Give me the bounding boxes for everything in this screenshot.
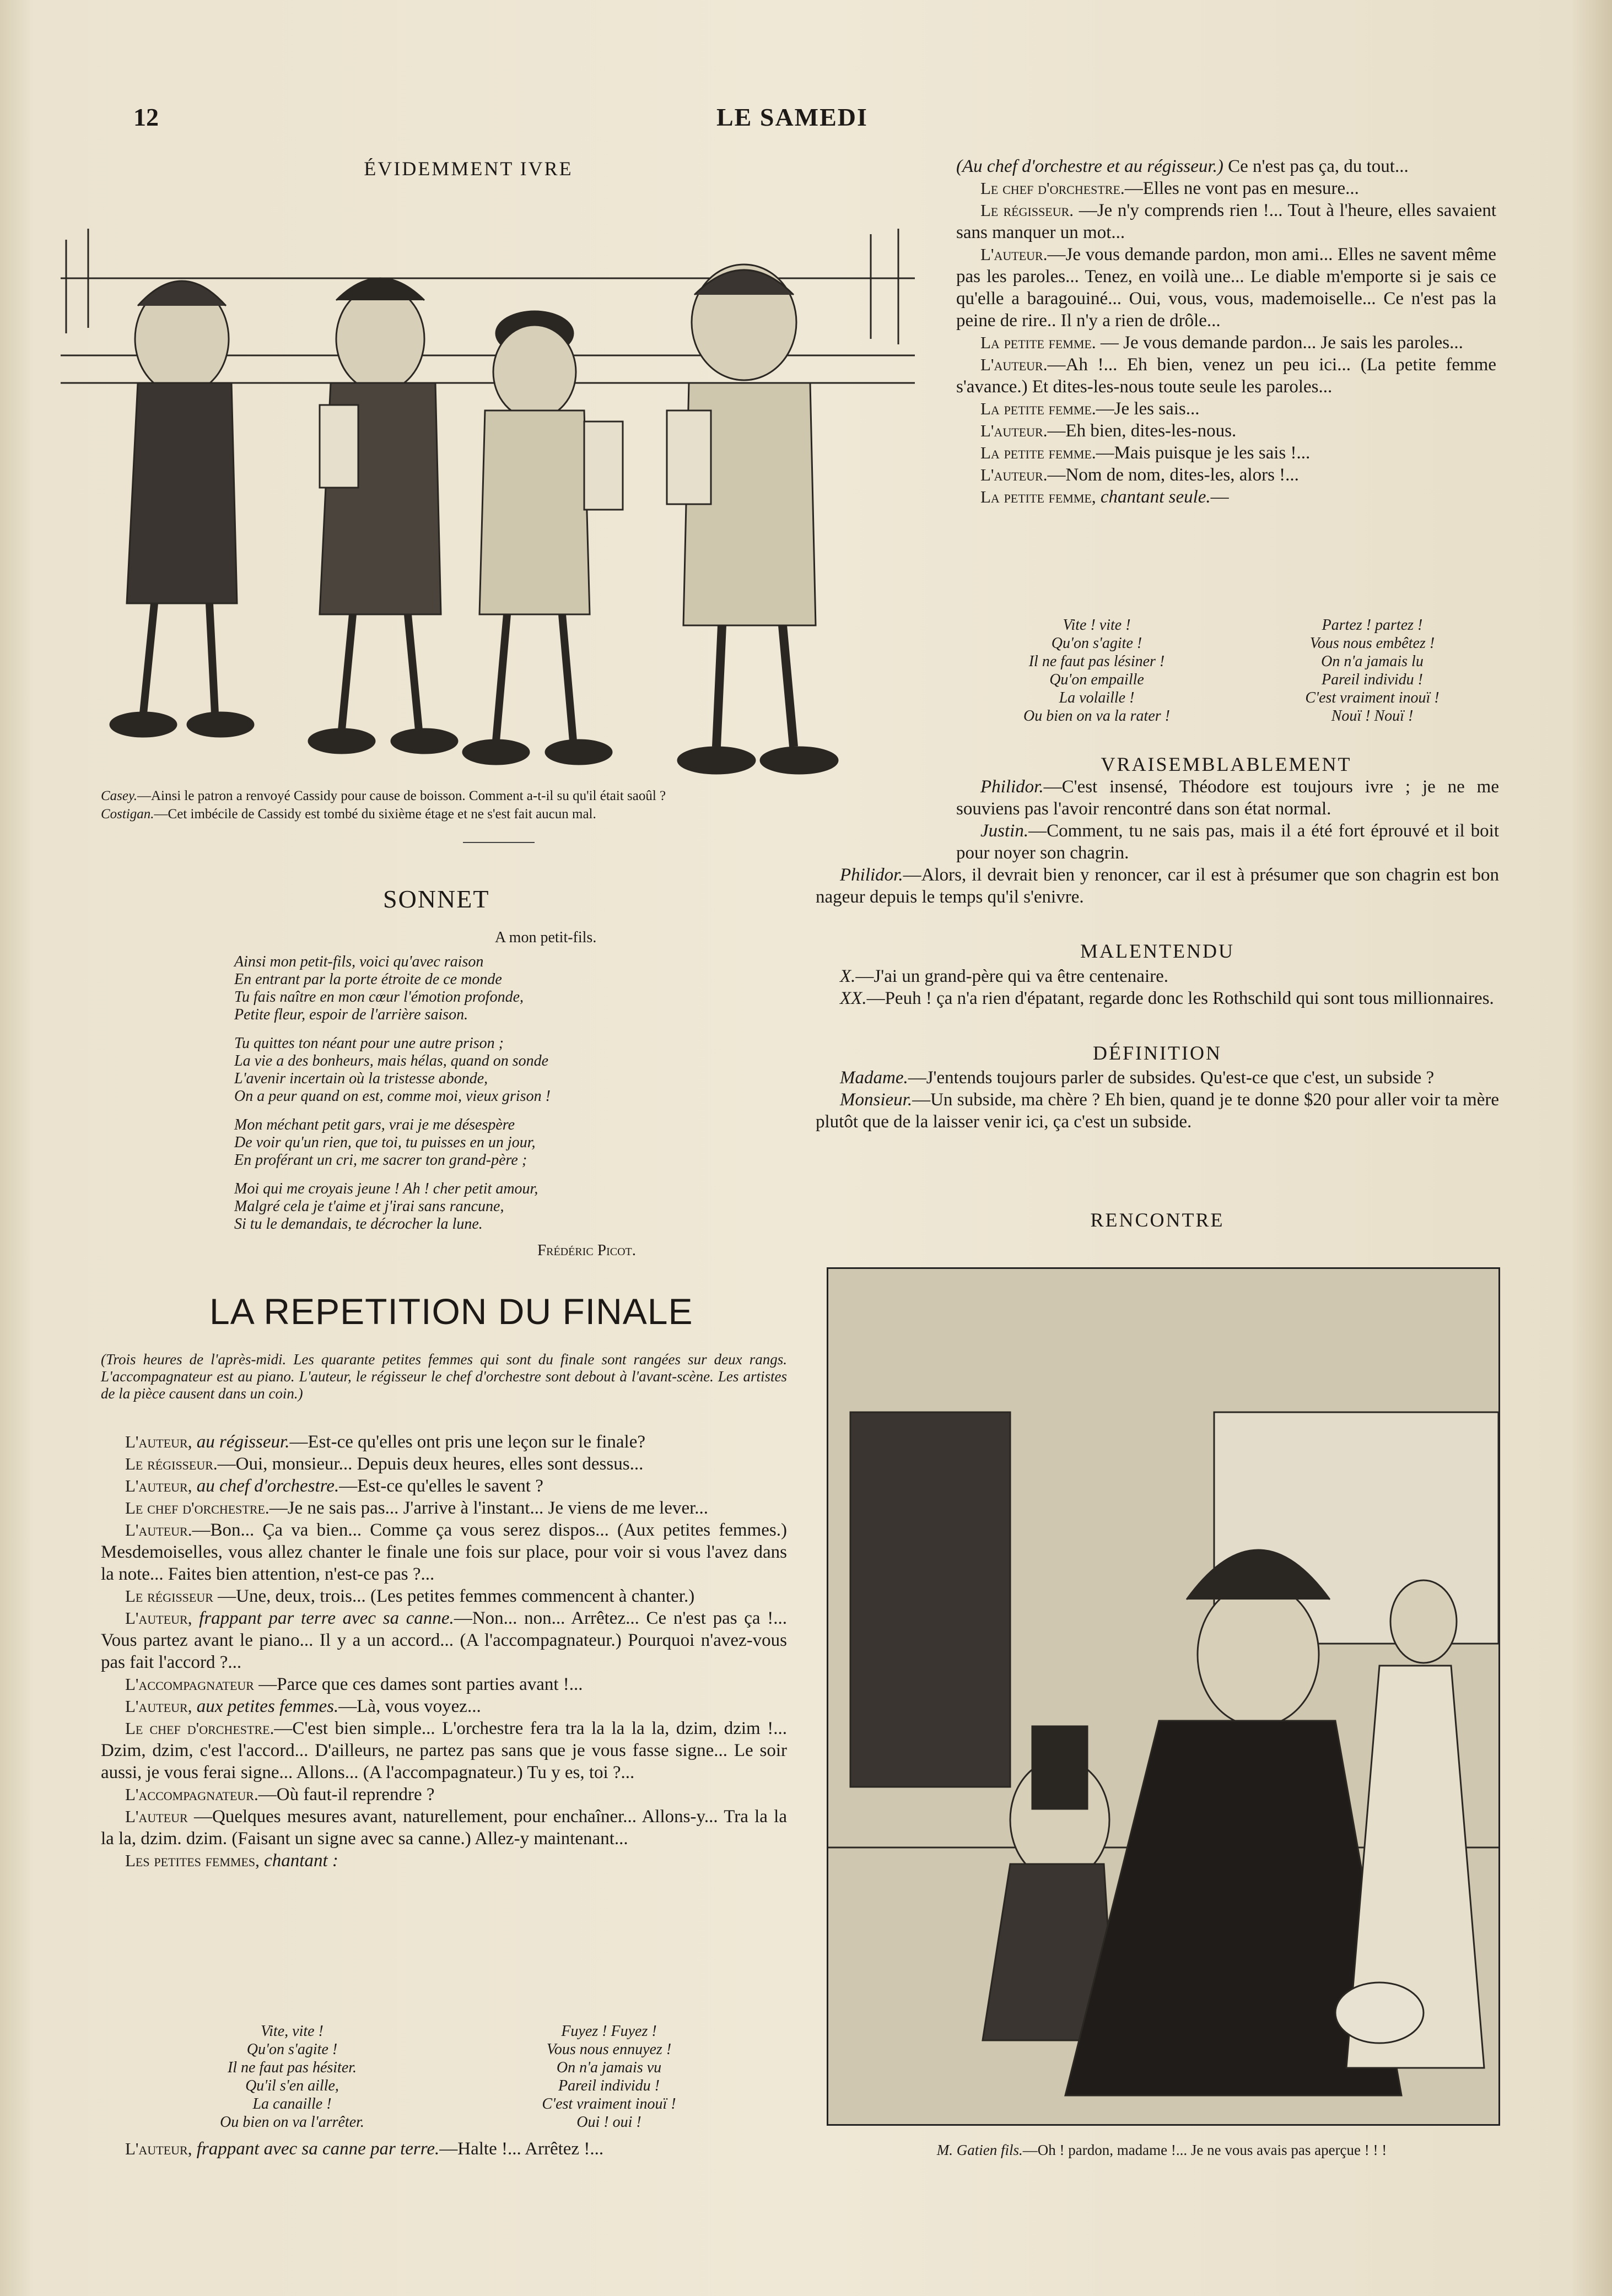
solo-verse-left: Vite ! vite ! Qu'on s'agite ! Il ne faut pas lésiner ! Qu'on empaille La volaille ! Ou bien on va la rater ! (1023, 617, 1170, 725)
page-number: 12 (133, 103, 159, 131)
dialogue-line: L'auteur.—Nom de nom, dites-les, alors !... (980, 465, 1299, 485)
definition-text (816, 1067, 1499, 1133)
dialogue-line: La petite femme. — Je vous demande pardon... Je sais les paroles... (980, 333, 1463, 353)
caption-text-1: —Ainsi le patron a renvoyé Cassidy pour cause de boisson. Comment a-t-il su qu'il était saoûl ? (137, 788, 666, 803)
cartoon-caption (101, 787, 928, 823)
sonnet-line: Ainsi mon petit-fils, voici qu'avec raison (234, 953, 484, 970)
article-title: LA REPETITION DU FINALE (209, 1291, 693, 1332)
sonnet-line: De voir qu'un rien, que toi, tu puisses en un jour, (234, 1134, 536, 1151)
sonnet-stanza-2 (234, 1035, 730, 1105)
cartoon-title: ÉVIDEMMENT IVRE (364, 158, 573, 180)
sonnet-line: En entrant par la porte étroite de ce monde (234, 971, 502, 988)
sonnet-line: Tu quittes ton néant pour une autre prison ; (234, 1035, 504, 1052)
dialogue-line: Le chef d'orchestre.—Elles ne vont pas en mesure... (980, 179, 1359, 198)
sonnet-line: Tu fais naître en mon cœur l'émotion profonde, (234, 988, 524, 1006)
caption-speaker-1: Casey. (101, 788, 137, 803)
rencontre-caption (827, 2141, 1497, 2159)
dialogue-line: Philidor.—C'est insensé, Théodore est toujours ivre ; je ne me souviens pas l'avoir rencontré dans son état normal. (956, 777, 1499, 819)
sonnet-line: Malgré cela je t'aime et j'irai sans rancune, (234, 1198, 504, 1215)
dialogue-line: Madame.—J'entends toujours parler de subsides. Qu'est-ce que c'est, un subside ? (840, 1068, 1435, 1088)
dialogue-line: L'accompagnateur —Parce que ces dames sont parties avant !... (125, 1674, 583, 1694)
dialogue-line: L'auteur, aux petites femmes.—Là, vous voyez... (125, 1697, 481, 1716)
article-dialogue (101, 1431, 787, 1872)
sonnet-line: Mon méchant petit gars, vrai je me désespère (234, 1116, 515, 1133)
dialogue-line: Le chef d'orchestre.—Je ne sais pas... J'arrive à l'instant... Je viens de me lever... (125, 1498, 709, 1518)
malentendu-text (816, 965, 1499, 1009)
dialogue-line: Philidor.—Alors, il devrait bien y renoncer, car il est à présumer que son chagrin est bon nageur depuis le temps qu'il s'enivre. (816, 865, 1499, 907)
journal-title: LE SAMEDI (716, 103, 868, 131)
song-verse-right: Fuyez ! Fuyez ! Vous nous ennuyez ! On n'a jamais vu Pareil individu ! C'est vraiment inouï ! Oui ! oui ! (542, 2023, 676, 2131)
dialogue-line: L'auteur, frappant avec sa canne par terre.—Halte !... Arrêtez !... (125, 2139, 604, 2159)
rencontre-title: RENCONTRE (1090, 1209, 1225, 1231)
dialogue-line: La petite femme, chantant seule.— (980, 487, 1229, 507)
sonnet-line: On a peur quand on est, comme moi, vieux grison ! (234, 1088, 551, 1105)
dialogue-line: L'auteur.—Bon... Ça va bien... Comme ça vous serez dispos... (Aux petites femmes.) Mesdemoiselles, vous allez chanter le finale une fois sur place, pour voir si vous l'avez dans la note... Faites bien attention, n'est-ce pas ?... (101, 1520, 787, 1584)
caption-speaker-2: Costigan. (101, 807, 154, 822)
dialogue-line: Le régisseur.—Oui, monsieur... Depuis deux heures, elles sont dessus... (125, 1454, 644, 1474)
sonnet-line: L'avenir incertain où la tristesse abonde, (234, 1070, 488, 1087)
sonnet-line: Moi qui me croyais jeune ! Ah ! cher petit amour, (234, 1180, 538, 1197)
caption-text-2: —Cet imbécile de Cassidy est tombé du sixième étage et ne s'est fait aucun mal. (154, 807, 596, 822)
dialogue-line: L'auteur, au régisseur.—Est-ce qu'elles ont pris une leçon sur le finale? (125, 1432, 645, 1452)
sonnet-stanza-4 (234, 1180, 730, 1233)
dialogue-line: L'auteur.—Ah !... Eh bien, venez un peu ici... (La petite femme s'avance.) Et dites-les-nous toute seule les paroles... (956, 355, 1496, 397)
sonnet-title: SONNET (383, 885, 490, 913)
rencontre-caption-text: —Oh ! pardon, madame !... Je ne vous avais pas aperçue ! ! ! (1022, 2142, 1387, 2158)
street-encounter-drawing (828, 1269, 1498, 2124)
vraisemblablement-text (816, 776, 1499, 908)
solo-verse-right: Partez ! partez ! Vous nous embêtez ! On n'a jamais lu Pareil individu ! C'est vraiment inouï ! Nouï ! Nouï ! (1305, 617, 1440, 725)
sonnet-line: En proférant un cri, me sacrer ton grand-père ; (234, 1152, 527, 1169)
dialogue-line: Les petites femmes, chantant : (125, 1851, 338, 1871)
dialogue-line: L'accompagnateur.—Où faut-il reprendre ? (125, 1785, 435, 1805)
dialogue-line: L'auteur.—Eh bien, dites-les-nous. (980, 421, 1237, 441)
drunk-men-drawing (55, 218, 926, 782)
rencontre-caption-speaker: M. Gatien fils. (936, 2142, 1023, 2158)
drunk-men-illustration (55, 218, 926, 782)
dialogue-line: (Au chef d'orchestre et au régisseur.) Ce n'est pas ça, du tout... (956, 156, 1409, 176)
malentendu-title: MALENTENDU (1080, 940, 1234, 962)
dialogue-line: Monsieur.—Un subside, ma chère ? Eh bien, quand je te donne $20 pour aller voir ta mère plutôt que de la laisser venir ici, ça c'est un subside. (816, 1090, 1499, 1132)
dialogue-line: La petite femme.—Mais puisque je les sais !... (980, 443, 1311, 463)
song-verse-left: Vite, vite ! Qu'on s'agite ! Il ne faut pas hésiter. Qu'il s'en aille, La canaille ! Ou bien on va l'arrêter. (220, 2023, 364, 2131)
divider (463, 842, 535, 843)
sonnet-stanza-3 (234, 1116, 730, 1169)
dialogue-line: L'auteur, frappant par terre avec sa canne.—Non... non... Arrêtez... Ce n'est pas ça !... Vous partez avant le piano... Il y a un accord... (A l'accompagnateur.) Pourquoi n'avez-vous pas fait l'accord ?... (101, 1608, 787, 1672)
sonnet-signature: Frédéric Picot. (537, 1241, 636, 1259)
rencontre-illustration (827, 1267, 1500, 2126)
sonnet-dedication: A mon petit-fils. (495, 929, 597, 946)
dialogue-line: Justin.—Comment, tu ne sais pas, mais il a été fort éprouvé et il boit pour noyer son chagrin. (956, 821, 1499, 863)
sonnet-line: Si tu le demandais, te décrocher la lune. (234, 1215, 483, 1233)
sonnet-poem (234, 953, 730, 1244)
article-intro: (Trois heures de l'après-midi. Les quarante petites femmes qui sont du finale sont rangées sur deux rangs. L'accompagnateur est au piano. L'auteur, le régisseur le chef d'orchestre sont debout à l'avant-scène. Les artistes de la pièce causent dans un coin.) (101, 1351, 787, 1402)
dialogue-line: X.—J'ai un grand-père qui va être centenaire. (840, 966, 1169, 986)
definition-title: DÉFINITION (1093, 1042, 1222, 1064)
article-last-line (101, 2138, 787, 2160)
dialogue-line: L'auteur —Quelques mesures avant, naturellement, pour enchaîner... Allons-y... Tra la la la la, dzim. dzim. (Faisant un signe avec sa canne.) Allez-y maintenant... (101, 1807, 787, 1849)
sonnet-line: Petite fleur, espoir de l'arrière saison. (234, 1006, 468, 1023)
dialogue-line: XX.—Peuh ! ça n'a rien d'épatant, regarde donc les Rothschild qui sont tous millionnaires. (840, 988, 1494, 1008)
dialogue-line: Le régisseur —Une, deux, trois... (Les petites femmes commencent à chanter.) (125, 1586, 695, 1606)
vraisemblablement-title: VRAISEMBLABLEMENT (1101, 753, 1352, 775)
dialogue-line: L'auteur.—Je vous demande pardon, mon ami... Elles ne savent même pas les paroles... Tenez, en voilà une... Le diable m'emporte si je sais ce qu'elle a baragouiné... Oui, vous, vous, mademoiselle... Ce n'est pas la peine de rire.. Il n'y a rien de drôle... (956, 245, 1496, 331)
dialogue-line: L'auteur, au chef d'orchestre.—Est-ce qu'elles le savent ? (125, 1476, 543, 1496)
dialogue-line: Le chef d'orchestre.—C'est bien simple... L'orchestre fera tra la la la la, dzim, dzim !... Dzim, dzim, c'est l'accord... D'ailleurs, ne partez pas sans que je vous fasse signe... Le soir aussi, je vous ferai signe... Allons... (A l'accompagnateur.) Tu y es, toi ?... (101, 1719, 787, 1782)
sonnet-line: La vie a des bonheurs, mais hélas, quand on sonde (234, 1052, 549, 1069)
continuation-dialogue (956, 155, 1496, 508)
dialogue-line: La petite femme.—Je les sais... (980, 399, 1200, 419)
sonnet-stanza-1 (234, 953, 730, 1024)
dialogue-line: Le régisseur. —Je n'y comprends rien !... Tout à l'heure, elles savaient sans manquer un mot... (956, 201, 1496, 242)
